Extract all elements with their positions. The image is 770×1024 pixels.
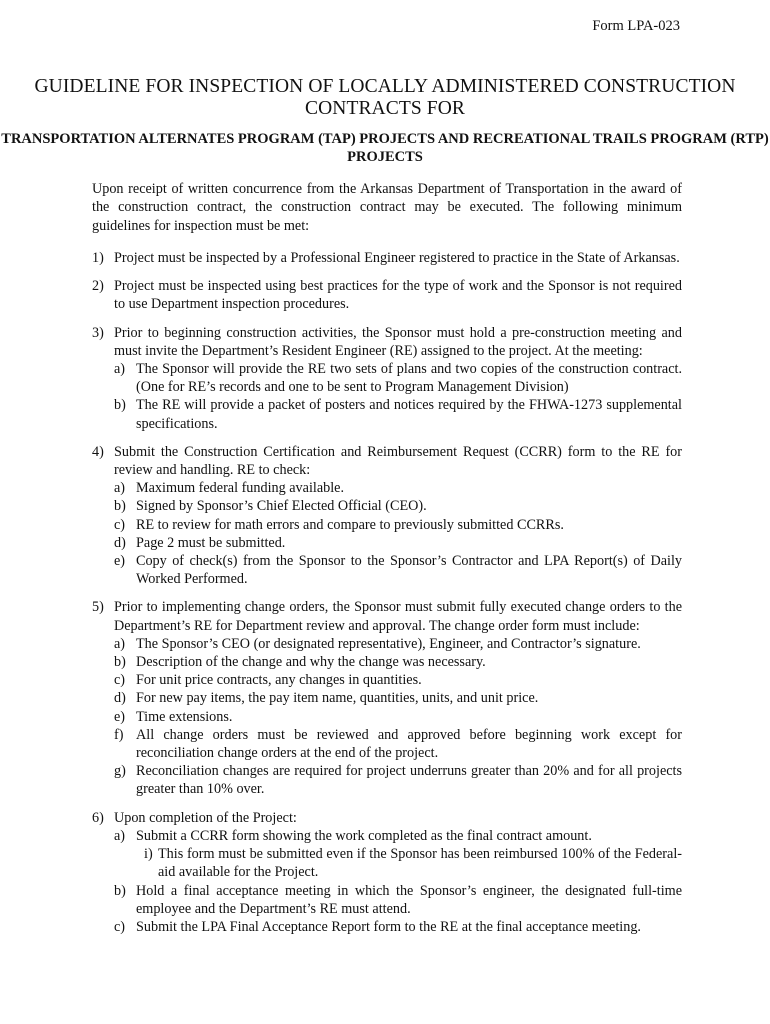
sub-sub-item-letter: i): [144, 846, 153, 863]
item-number: 3): [92, 324, 104, 341]
sub-item-letter: e): [114, 553, 126, 570]
sub-item: [114, 882, 682, 918]
sub-item-text: RE to review for math errors and compare to previously submitted CCRRs.: [136, 516, 564, 533]
item-text: Project must be inspected by a Professional Engineer registered to practice in the State of Arkansas.: [114, 250, 680, 266]
item-text: Prior to implementing change orders, the Sponsor must submit fully executed change orders to the Department’s RE for Department review and approval. The change order form must include:: [114, 599, 682, 634]
sub-item-text: Submit the LPA Final Acceptance Report form to the RE at the final acceptance meeting.: [136, 918, 641, 935]
guideline-item: [92, 249, 682, 267]
sub-item: [114, 918, 682, 936]
sub-item: [114, 726, 682, 762]
sub-item: [114, 516, 682, 534]
sub-item-text: For unit price contracts, any changes in quantities.: [136, 672, 422, 689]
sub-sub-item-text: This form must be submitted even if the Sponsor has been reimbursed 100% of the Federal-aid available for the Project.: [158, 846, 682, 881]
sub-item-text: The RE will provide a packet of posters and notices required by the FHWA-1273 supplemental specifications.: [136, 397, 682, 432]
sub-item: [114, 635, 682, 653]
sub-item-text: The Sponsor will provide the RE two sets of plans and two copies of the construction contract. (One for RE’s records and one to be sent to Program Management Division): [136, 361, 682, 396]
item-number: 5): [92, 599, 104, 616]
sub-item-text: Submit a CCRR form showing the work completed as the final contract amount.: [136, 827, 592, 844]
sub-item: [114, 360, 682, 396]
sub-item-text: Reconciliation changes are required for project underruns greater than 20% and for all projects greater than 10% over.: [136, 763, 682, 798]
sub-item: [114, 497, 682, 515]
guideline-item: [92, 277, 682, 313]
sub-item-text: All change orders must be reviewed and approved before beginning work except for reconciliation change orders at the end of the project.: [136, 726, 682, 762]
sub-item-text: Hold a final acceptance meeting in which the Sponsor’s engineer, the designated full-time employee and the Department’s RE must attend.: [136, 882, 682, 917]
sub-item-text: Signed by Sponsor’s Chief Elected Official (CEO).: [136, 498, 427, 515]
sub-item: [114, 534, 682, 552]
sub-item-list: [114, 827, 682, 936]
sub-item: [114, 552, 682, 588]
document-subtitle: TRANSPORTATION ALTERNATES PROGRAM (TAP) PROJECTS AND RECREATIONAL TRAILS PROGRAM (RTP) PROJECTS: [1, 131, 769, 165]
item-text: Prior to beginning construction activities, the Sponsor must hold a pre-construction meeting and must invite the Department’s Resident Engineer (RE) assigned to the project. At the meeting:: [114, 324, 682, 359]
sub-item: [114, 396, 682, 432]
sub-item-letter: c): [114, 918, 126, 935]
sub-item: [114, 653, 682, 671]
sub-item-letter: a): [114, 361, 126, 378]
item-number: 4): [92, 443, 104, 460]
document-title: GUIDELINE FOR INSPECTION OF LOCALLY ADMINISTERED CONSTRUCTION CONTRACTS FOR: [34, 76, 736, 119]
sub-item-text: Page 2 must be submitted.: [136, 534, 286, 551]
item-text: Project must be inspected using best practices for the type of work and the Sponsor is not required to use Department inspection procedures.: [114, 278, 682, 313]
sub-item-letter: b): [114, 882, 126, 899]
sub-item: [114, 479, 682, 497]
sub-item-letter: d): [114, 690, 126, 707]
guideline-item: [92, 598, 682, 798]
sub-item-letter: c): [114, 516, 126, 533]
sub-item-letter: b): [114, 397, 126, 414]
form-number: Form LPA-023: [592, 18, 680, 34]
guideline-item: [92, 324, 682, 433]
sub-sub-item: [136, 845, 682, 881]
item-text: Upon completion of the Project:: [114, 809, 297, 826]
sub-item-text: The Sponsor’s CEO (or designated representative), Engineer, and Contractor’s signature.: [136, 635, 641, 652]
sub-item-list: [114, 635, 682, 799]
sub-item-letter: e): [114, 708, 126, 725]
sub-item-list: [114, 360, 682, 433]
sub-item-letter: a): [114, 827, 126, 844]
sub-item-letter: a): [114, 635, 126, 652]
item-text: Submit the Construction Certification and Reimbursement Request (CCRR) form to the RE for review and handling. RE to check:: [114, 443, 682, 479]
sub-item-list: [114, 479, 682, 588]
sub-item-text: Maximum federal funding available.: [136, 480, 345, 497]
item-number: 1): [92, 250, 104, 266]
sub-item-letter: f): [114, 726, 124, 743]
guideline-item: [92, 443, 682, 589]
guideline-item: [92, 809, 682, 936]
sub-item-letter: c): [114, 672, 126, 689]
sub-item-letter: b): [114, 654, 126, 671]
sub-item-letter: b): [114, 498, 126, 515]
intro-paragraph: Upon receipt of written concurrence from the Arkansas Department of Transportation in the award of the construction contract, the construction contract may be executed. The following minimum guidelines for inspection must be met:: [92, 181, 682, 234]
guideline-list: [92, 249, 682, 946]
item-number: 6): [92, 809, 104, 826]
sub-item-letter: g): [114, 763, 126, 780]
item-number: 2): [92, 278, 104, 295]
sub-item-letter: a): [114, 480, 126, 497]
sub-item-letter: d): [114, 534, 126, 551]
sub-item-text: Time extensions.: [136, 708, 233, 725]
sub-item-text: Copy of check(s) from the Sponsor to the Sponsor’s Contractor and LPA Report(s) of Daily Worked Performed.: [136, 553, 682, 588]
sub-item: [114, 671, 682, 689]
sub-item: [114, 827, 682, 882]
sub-item: [114, 708, 682, 726]
sub-item-text: For new pay items, the pay item name, quantities, units, and unit price.: [136, 690, 539, 707]
sub-item: [114, 689, 682, 707]
sub-item-text: Description of the change and why the change was necessary.: [136, 654, 486, 671]
sub-item: [114, 762, 682, 798]
